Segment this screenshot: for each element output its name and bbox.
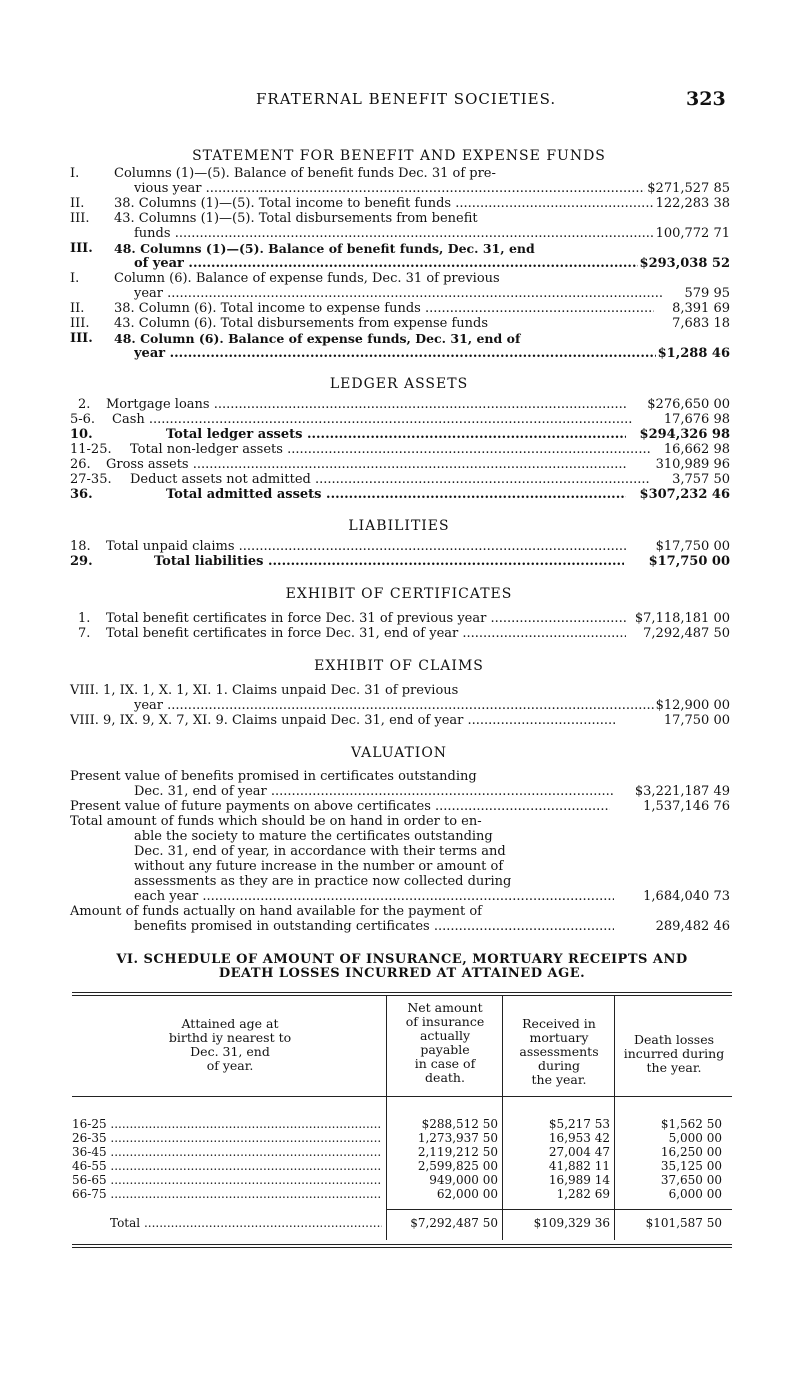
header-age: Attained age at birthd iy nearest to Dec. 31, end of year. <box>168 1016 292 1073</box>
valuation-title: VALUATION <box>350 745 448 761</box>
claims-line: VIII. 1, IX. 1, X. 1, XI. 1. Claims unpaid Dec. 31 of previous <box>70 683 459 698</box>
table-row: 66-75 ..... 62,000 00 1,282 69 6,000 00 <box>72 1187 732 1201</box>
page-number: 323 <box>686 88 726 110</box>
ledger-line: 2. Mortgage loans ..... $276,650 00 <box>70 397 730 412</box>
liabilities-title: LIABILITIES <box>348 518 450 534</box>
statement-line-cont: year ..... 579 95 <box>70 286 730 301</box>
claims-title: EXHIBIT OF CLAIMS <box>314 658 484 674</box>
table-top-rule <box>72 992 732 993</box>
claims-line-cont: year ..... $12,900 00 <box>70 698 730 713</box>
valuation-line: Dec. 31, end of year ..... $3,221,187 49 <box>70 784 730 799</box>
table-row: 56-65 ..... 949,000 00 16,989 14 37,650 00 <box>72 1173 732 1187</box>
header-losses: Death losses incurred during the year. <box>623 1032 725 1075</box>
ledger-line: 10. Total ledger assets ..... $294,326 98 <box>70 427 730 442</box>
claims-line: VIII. 9, IX. 9, X. 7, XI. 9. Claims unpaid Dec. 31, end of year ..... 17,750 00 <box>70 713 730 728</box>
table-total-row: Total ..... $7,292,487 50 $109,329 36 $101,587 50 <box>72 1216 732 1230</box>
valuation-text: Present value of benefits promised in certificates outstanding <box>70 769 477 784</box>
liability-line: 18. Total unpaid claims ..... $17,750 00 <box>70 539 730 554</box>
table-bottom-rule <box>72 1247 732 1248</box>
valuation-text: assessments as they are in practice now collected during <box>134 874 512 889</box>
ledger-assets-title: LEDGER ASSETS <box>329 376 469 392</box>
table-bottom-rule <box>72 1244 732 1245</box>
ledger-line: 5-6. Cash ..... 17,676 98 <box>70 412 730 427</box>
valuation-text: Amount of funds actually on hand available for the payment of <box>70 904 482 919</box>
liability-line: 29. Total liabilities ..... $17,750 00 <box>70 554 730 569</box>
valuation-text: Dec. 31, end of year, in accordance with their terms and <box>134 844 506 859</box>
header-receipts: Received in mortuary assessments during the year. <box>519 1016 599 1087</box>
table-top-rule <box>72 995 732 996</box>
statement-line-cont: of year ..... $293,038 52 <box>70 256 730 271</box>
statement-line-cont: vious year ..... $271,527 85 <box>70 181 730 196</box>
valuation-line: Present value of future payments on above certificates ..... 1,537,146 76 <box>70 799 730 814</box>
certificate-line: 7. Total benefit certificates in force Dec. 31, end of year ..... 7,292,487 50 <box>70 626 730 641</box>
certificate-line: 1. Total benefit certificates in force Dec. 31 of previous year ..... $7,118,181 00 <box>70 611 730 626</box>
valuation-text: able the society to mature the certificates outstanding <box>134 829 493 844</box>
statement-line-cont: funds ..... 100,772 71 <box>70 226 730 241</box>
header-insurance: Net amount of insurance actually payable in case of death. <box>405 1000 485 1085</box>
ledger-line: 36. Total admitted assets ..... $307,232 46 <box>70 487 730 502</box>
valuation-text: without any future increase in the number or amount of <box>134 859 504 874</box>
table-row: 16-25 ..... $288,512 50 $5,217 53 $1,562 50 <box>72 1117 732 1131</box>
valuation-line: benefits promised in outstanding certificates ..... 289,482 46 <box>70 919 730 934</box>
table-row: 26-35 ..... 1,273,937 50 16,953 42 5,000 00 <box>72 1131 732 1145</box>
statement-line: II. 38. Column (6). Total income to expense funds ..... 8,391 69 <box>70 301 730 316</box>
statement-line-cont: year ..... $1,288 46 <box>70 346 730 361</box>
statement-title: STATEMENT FOR BENEFIT AND EXPENSE FUNDS <box>192 148 606 164</box>
schedule-title: VI. SCHEDULE OF AMOUNT OF INSURANCE, MORTUARY RECEIPTS AND DEATH LOSSES INCURRED AT ATTAINED AGE. <box>116 952 688 981</box>
ledger-line: 26. Gross assets ..... 310,989 96 <box>70 457 730 472</box>
valuation-text: Total amount of funds which should be on hand in order to en- <box>70 814 482 829</box>
document-page: FRATERNAL BENEFIT SOCIETIES. 323 STATEMENT FOR BENEFIT AND EXPENSE FUNDS I. Columns (1)—(5). Balance of benefit funds Dec. 31 of pre- vious year ..... $271,527 85 II. 38. Columns (1)—(5). Total income to benefit funds ..... 122,283 38 III. 43. Columns (1)—(5). Total disbursements from benefit funds ..... 100,772 71 III. 48. Columns (1)—(5). Balance of benefit funds, Dec. 31, end of year ..... $293,038 52 I. Column (6). Balance of expense funds, Dec. 31 of previous year ..... 579 95 II. 38. Column (6). Total income to expense funds ..... 8,391 69 III. 43. Column (6). Total disbursements from expense funds 7,683 18 III. 48. Column (6). Balance of expense funds, Dec. 31, end of year ..... $1,288 46 LEDGER ASSETS 2. Mortgage loans ..... $276,650 00 5-6. Cash ..... 17,676 98 10. Total ledger assets ..... $294,326 98 11-25. Total non-ledger assets ..... 16,662 98 26. Gross assets ..... 310,989 96 27-35. Deduct assets not admitted ..... 3,757 50 36. Total admitted assets ..... $307,232 46 LIABILITIES 18. Total unpaid claims ..... $17,750 00 29. Total liabilities ..... $17,750 00 EXHIBIT OF CERTIFICATES 1. Total benefit certificates in force Dec. 31 of previous year ..... $7,118,181 00 7. Total benefit certificates in force Dec. 31, end of year ..... 7,292,487 50 EXHIBIT OF CLAIMS VIII. 1, IX. 1, X. 1, XI. 1. Claims unpaid Dec. 31 of previous year ..... $12,900 00 VIII. 9, IX. 9, X. 7, XI. 9. Claims unpaid Dec. 31, end of year ..... 17,750 00 VALUATION Present value of benefits promised in certificates outstanding Dec. 31, end of year ..... $3,221,187 49 Present value of future payments on above certificates ..... 1,537,146 76 Total amount of funds which should be on hand in order to en- able the society to mature the certificates outstanding Dec. 31, end of year, in accordance with their terms and without any future increase in the number or amount of assessments as they are in practice now collected during each year ..... 1,684,040 73 Amount of funds actually on hand available for the payment of benefits promised in outstanding certificates ..... 289,482 46 VI. SCHEDULE OF AMOUNT OF INSURANCE, MORTUARY RECEIPTS AND DEATH LOSSES INCURRED AT ATTAINED AGE. Attained age at birthd iy nearest to Dec. 31, end of year. Net amount of insurance actually payable in case of death. Received in mortuary assessments during the year. Death losses incurred during the year. 16-25 ..... $288,512 50 $5,217 53 $1,562 50 26-35 ..... 1,273,937 50 16,953 42 5,000 00 36-45 ..... 2,119,212 50 27,004 47 16,250 00 46-55 ..... 2,599,825 00 41,882 11 35,125 00 56-65 ..... 949,000 00 16,989 14 37,650 00 66-75 ..... 62,000 00 1,282 69 6,000 00 Total ..... $7,292,487 50 $109,329 36 $101,587 50 <box>0 0 798 1380</box>
statement-line: II. 38. Columns (1)—(5). Total income to benefit funds ..... 122,283 38 <box>70 196 730 211</box>
running-title: FRATERNAL BENEFIT SOCIETIES. <box>256 90 557 108</box>
statement-line: III. 43. Column (6). Total disbursements from expense funds 7,683 18 <box>70 316 730 331</box>
table-row: 46-55 ..... 2,599,825 00 41,882 11 35,125 00 <box>72 1159 732 1173</box>
ledger-line: 27-35. Deduct assets not admitted ..... 3,757 50 <box>70 472 730 487</box>
ledger-line: 11-25. Total non-ledger assets ..... 16,662 98 <box>70 442 730 457</box>
valuation-line: each year ..... 1,684,040 73 <box>70 889 730 904</box>
certificates-title: EXHIBIT OF CERTIFICATES <box>285 586 513 602</box>
table-row: 36-45 ..... 2,119,212 50 27,004 47 16,250 00 <box>72 1145 732 1159</box>
table-total-rule <box>386 1209 732 1210</box>
table-header-rule <box>72 1096 732 1097</box>
